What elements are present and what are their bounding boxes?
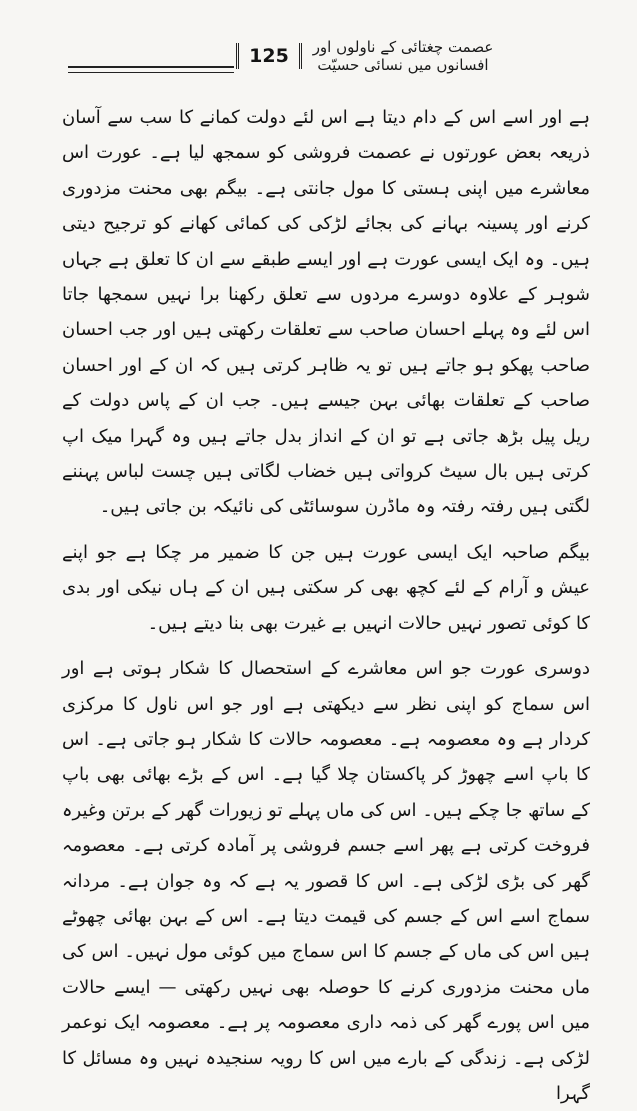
paragraph-3: دوسری عورت جو اس معاشرے کے استحصال کا شکار ہوتی ہے اور اس سماج کو اپنی نظر سے دیکھتی ہے اور جو اس ناول کا مرکزی کردار ہے وہ معصومہ ہے۔ معصومہ حالات کا شکار ہو جاتی ہے۔ اس کا باپ اسے چھوڑ کر پاکستان چلا گیا ہے۔ اس کے بڑے بھائی بھی باپ کے ساتھ جا چکے ہیں۔ اس کی ماں پہلے تو زیورات گھر کے برتن وغیرہ فروخت کرتی ہے پھر اسے جسم فروشی پر آمادہ کرتی ہے۔ معصومہ گھر کی بڑی لڑکی ہے۔ اس کا قصور یہ ہے کہ وہ جوان ہے۔ مردانہ سماج اسے اس کے جسم کی قیمت دیتا ہے۔ اس کے بہن بھائی چھوٹے ہیں اس کی ماں کے جسم کا اس سماج میں کوئی مول نہیں۔ اس کی ماں محنت مزدوری کرنے کا حوصلہ بھی نہیں رکھتی — ایسے حالات میں اس پورے گھر کی ذمہ داری معصومہ پر ہے۔ معصومہ ایک نوعمر لڑکی ہے۔ زندگی کے بارے میں اس کا رویہ سنجیدہ نہیں وہ مسائل کا گہرا: [62, 658, 590, 1104]
header-rule: [68, 66, 234, 73]
book-title: [308, 38, 498, 74]
running-header: [68, 38, 498, 78]
book-title-line-2: افسانوں میں نسائی حسیّت: [317, 56, 489, 74]
body-text: [62, 100, 590, 1111]
paragraph-2: بیگم صاحبہ ایک ایسی عورت ہیں جن کا ضمیر مر چکا ہے جو اپنے عیش و آرام کے لئے کچھ بھی کر سکتی ہیں ان کے ہاں نیکی اور بدی کا کوئی تصور نہیں حالات انہیں بے غیرت بھی بنا دیتے ہیں۔: [62, 541, 590, 634]
book-title-line-1: عصمت چغتائی کے ناولوں اور: [312, 38, 494, 56]
paragraph-1: ہے اور اسے اس کے دام دیتا ہے اس لئے دولت کمانے کا سب سے آسان ذریعہ بعض عورتوں نے عصمت فروشی کو سمجھ لیا ہے۔ عورت اس معاشرے میں اپنی ہستی کا مول جانتی ہے۔ بیگم بھی محنت مزدوری کرنے اور پسینہ بہانے کی بجائے لڑکی کی کمائی کھانے کو ترجیح دیتی ہیں۔ وہ ایک ایسی عورت ہے اور ایسے طبقے سے ان کا تعلق ہے جہاں شوہر کے علاوہ دوسرے مردوں سے تعلق رکھنا برا نہیں سمجھا جاتا اس لئے وہ پہلے احسان صاحب سے تعلقات رکھتی ہیں اور جب احسان صاحب پھکو ہو جاتے ہیں تو یہ ظاہر کرتی ہیں کہ ان کے اور احسان صاحب کے تعلقات بھائی بہن جیسے ہیں۔ جب ان کے پاس دولت کے ریل پیل بڑھ جاتی ہے تو ان کے انداز بدل جاتے ہیں وہ گہرا میک اپ کرتی ہیں بال سیٹ کرواتی ہیں خضاب لگاتی ہیں چست لباس پہننے لگتی ہیں رفتہ رفتہ وہ ماڈرن سوسائٹی کی نائیکہ بن جاتی ہیں۔: [62, 107, 590, 518]
page-number: 125: [236, 43, 302, 69]
